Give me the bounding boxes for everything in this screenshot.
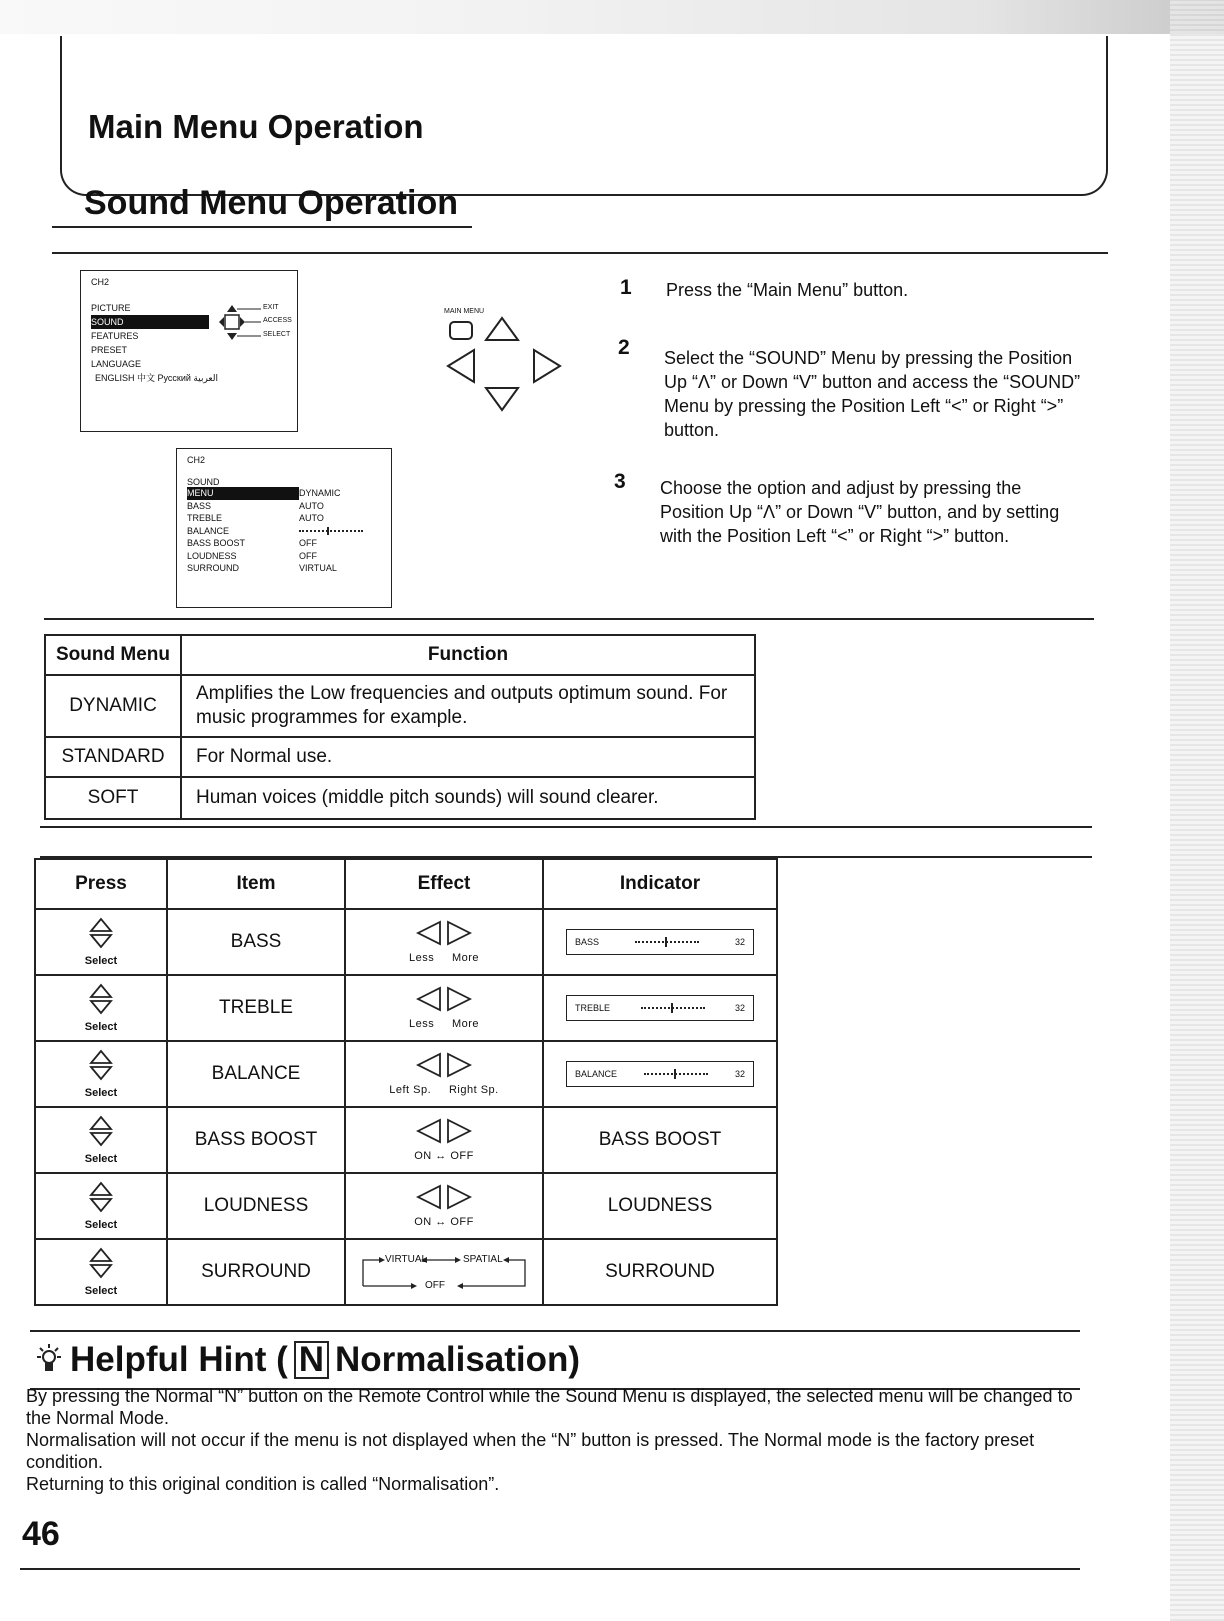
sound-menu-screen: [176, 448, 392, 608]
channel-label: CH2: [91, 277, 110, 287]
n-button-badge: N: [294, 1341, 329, 1379]
press-cell: [35, 975, 167, 1041]
level-indicator: [566, 929, 754, 955]
main-menu-button-label: MAIN MENU: [444, 308, 485, 315]
effect-cell: [345, 1173, 543, 1239]
effect-cell: [345, 975, 543, 1041]
swap-arrow: ↔: [435, 1150, 447, 1162]
effect-right: More: [451, 1018, 480, 1030]
divider: [44, 618, 1094, 620]
effect-left: Less: [408, 952, 435, 964]
indicator-label: BALANCE: [575, 1069, 618, 1079]
sound-row-label: TREBLE: [187, 513, 223, 523]
language-options: ENGLISH 中文 Русский العربية: [95, 373, 219, 383]
menu-item-features: FEATURES: [91, 331, 139, 341]
select-label: Select: [84, 955, 118, 967]
step-number: 2: [618, 336, 630, 359]
menu-item-sound: SOUND: [91, 315, 209, 329]
sound-row-label: MENU: [187, 487, 299, 500]
effect-cell: [345, 1107, 543, 1173]
sound-row-label: BALANCE: [187, 525, 230, 536]
sound-title: SOUND: [187, 477, 220, 487]
hint-paragraph: By pressing the Normal “N” button on the Remote Control while the Sound Menu is displayed, the selected menu will be changed to the Normal Mode.: [26, 1386, 1073, 1428]
left-right-icon: [414, 1118, 474, 1144]
main-menu-screen: [80, 270, 298, 432]
up-down-select-icon: [88, 1181, 114, 1213]
item-name: BALANCE: [167, 1041, 345, 1107]
sound-row-label: SURROUND: [187, 563, 240, 573]
hint-paragraph: Returning to this original condition is called “Normalisation”.: [26, 1474, 500, 1494]
sound-row-label: LOUDNESS: [187, 550, 237, 561]
table-row: [35, 1041, 777, 1107]
column-header: Indicator: [543, 859, 777, 909]
cycle-off: OFF: [425, 1280, 445, 1291]
left-arrow-icon: [448, 350, 474, 382]
level-bar: [641, 1007, 705, 1009]
sound-row-value: OFF: [299, 538, 317, 548]
step-text: Select the “SOUND” Menu by pressing the Position Up “Λ” or Down “V” button and access the “SOUND” Menu by pressing the Position Left “<” or Right “>” button.: [664, 348, 1081, 440]
indicator-value: 32: [734, 937, 745, 947]
sound-mode-function: Amplifies the Low frequencies and outputs optimum sound. For music programmes for example.: [181, 675, 755, 737]
remote-buttons-icon: [444, 316, 564, 412]
column-header: Function: [181, 635, 755, 675]
scan-edge-right: [1170, 0, 1224, 1621]
press-cell: [35, 1041, 167, 1107]
select-label: Select: [84, 1087, 118, 1099]
sound-menu-table: [44, 634, 756, 820]
indicator-cell: [543, 909, 777, 975]
sound-row-label: BASS BOOST: [187, 538, 246, 548]
select-label: Select: [84, 1219, 118, 1231]
effect-left: Less: [408, 1018, 435, 1030]
sound-row-label: BASS: [187, 500, 212, 511]
indicator-text: BASS BOOST: [543, 1107, 777, 1173]
menu-item-picture: PICTURE: [91, 303, 131, 313]
step-text: Choose the option and adjust by pressing the Position Up “Λ” or Down “V” button, and by setting with the Position Left “<” or Right “>” button.: [660, 478, 1060, 546]
lightbulb-icon: [34, 1342, 64, 1378]
left-right-icon: [414, 1184, 474, 1210]
menu-item-language: LANGUAGE: [91, 359, 142, 369]
sound-mode-function: For Normal use.: [181, 737, 755, 777]
title-underline: [52, 226, 472, 228]
effect-left: ON: [414, 1150, 432, 1162]
indicator-value: 32: [734, 1069, 745, 1079]
up-down-select-icon: [88, 1115, 114, 1147]
scan-edge-top: [0, 0, 1224, 34]
down-arrow-icon: [486, 388, 518, 410]
sound-row-value: AUTO: [299, 513, 324, 523]
press-cell: [35, 1173, 167, 1239]
left-right-icon: [414, 986, 474, 1012]
divider: [52, 252, 1108, 254]
indicator-cell: [543, 1041, 777, 1107]
page-number: 46: [22, 1515, 60, 1553]
press-cell: [35, 1239, 167, 1305]
cycle-virtual: VIRTUAL: [385, 1254, 428, 1265]
select-label: Select: [84, 1021, 118, 1033]
up-down-select-icon: [88, 1247, 114, 1279]
hint-title-post: Normalisation): [335, 1340, 581, 1379]
sound-mode-function: Human voices (middle pitch sounds) will sound clearer.: [181, 777, 755, 819]
swap-arrow: ↔: [435, 1216, 447, 1228]
step-number: 1: [620, 276, 632, 299]
column-header: Effect: [345, 859, 543, 909]
indicator-value: 32: [734, 1003, 745, 1013]
item-name: BASS BOOST: [167, 1107, 345, 1173]
item-name: BASS: [167, 909, 345, 975]
left-right-icon: [414, 1052, 474, 1078]
column-header: Sound Menu: [45, 635, 181, 675]
step-text: Press the “Main Menu” button.: [666, 280, 909, 300]
sound-row-value: OFF: [299, 550, 317, 561]
up-down-select-icon: [88, 917, 114, 949]
divider: [30, 1330, 1080, 1332]
table-row: [35, 1239, 777, 1305]
sound-row-value: AUTO: [299, 500, 324, 511]
level-bar: [635, 941, 699, 943]
press-cell: [35, 1107, 167, 1173]
column-header: Press: [35, 859, 167, 909]
effect-left: Left Sp.: [389, 1084, 432, 1096]
effect-left: ON: [414, 1216, 432, 1228]
divider: [20, 1568, 1080, 1570]
left-right-icon: [414, 920, 474, 946]
page-title: Main Menu Operation: [88, 108, 424, 145]
level-indicator: [566, 1061, 754, 1087]
surround-cycle-diagram: [359, 1250, 529, 1294]
section-title: Sound Menu Operation: [84, 184, 458, 222]
indicator-text: SURROUND: [543, 1239, 777, 1305]
hint-body: [26, 1385, 1086, 1495]
cycle-spatial: SPATIAL: [463, 1254, 503, 1265]
table-row: [35, 1107, 777, 1173]
sound-mode-name: STANDARD: [45, 737, 181, 777]
item-name: LOUDNESS: [167, 1173, 345, 1239]
effect-right: More: [451, 952, 480, 964]
item-name: SURROUND: [167, 1239, 345, 1305]
channel-label: CH2: [187, 455, 206, 465]
level-bar: [644, 1073, 708, 1075]
effect-cell: [345, 1041, 543, 1107]
up-arrow-icon: [486, 318, 518, 340]
divider: [40, 826, 1092, 828]
nav-exit-label: EXIT: [263, 304, 279, 311]
indicator-text: LOUDNESS: [543, 1173, 777, 1239]
sound-adjust-table: [34, 858, 778, 1306]
press-cell: [35, 909, 167, 975]
right-arrow-icon: [534, 350, 560, 382]
select-label: Select: [84, 1285, 118, 1297]
table-row: [35, 975, 777, 1041]
up-down-select-icon: [88, 1049, 114, 1081]
menu-item-preset: PRESET: [91, 345, 128, 355]
up-down-select-icon: [88, 983, 114, 1015]
hint-title-pre: Helpful Hint (: [70, 1340, 288, 1379]
level-indicator: [566, 995, 754, 1021]
table-row: [35, 909, 777, 975]
balance-bar: [299, 530, 363, 532]
indicator-label: TREBLE: [575, 1003, 611, 1013]
hint-paragraph: Normalisation will not occur if the menu is not displayed when the “N” button is pressed. The Normal mode is the factory preset condition.: [26, 1430, 1035, 1472]
main-menu-button-icon: [450, 322, 472, 339]
select-label: Select: [84, 1153, 118, 1165]
nav-select-label: SELECT: [263, 331, 291, 338]
step-number: 3: [614, 470, 626, 493]
column-header: Item: [167, 859, 345, 909]
effect-right: OFF: [450, 1150, 474, 1162]
sound-row-value: DYNAMIC: [299, 488, 341, 498]
sound-mode-name: SOFT: [45, 777, 181, 819]
effect-cell: [345, 909, 543, 975]
nav-access-label: ACCESS: [263, 317, 292, 324]
sound-row-value: VIRTUAL: [299, 563, 337, 573]
item-name: TREBLE: [167, 975, 345, 1041]
hint-title: [34, 1340, 580, 1380]
effect-right: OFF: [450, 1216, 474, 1228]
sound-mode-name: DYNAMIC: [45, 675, 181, 737]
table-row: [35, 1173, 777, 1239]
effect-cell: [345, 1239, 543, 1305]
indicator-cell: [543, 975, 777, 1041]
effect-right: Right Sp.: [448, 1084, 499, 1096]
indicator-label: BASS: [575, 937, 600, 947]
